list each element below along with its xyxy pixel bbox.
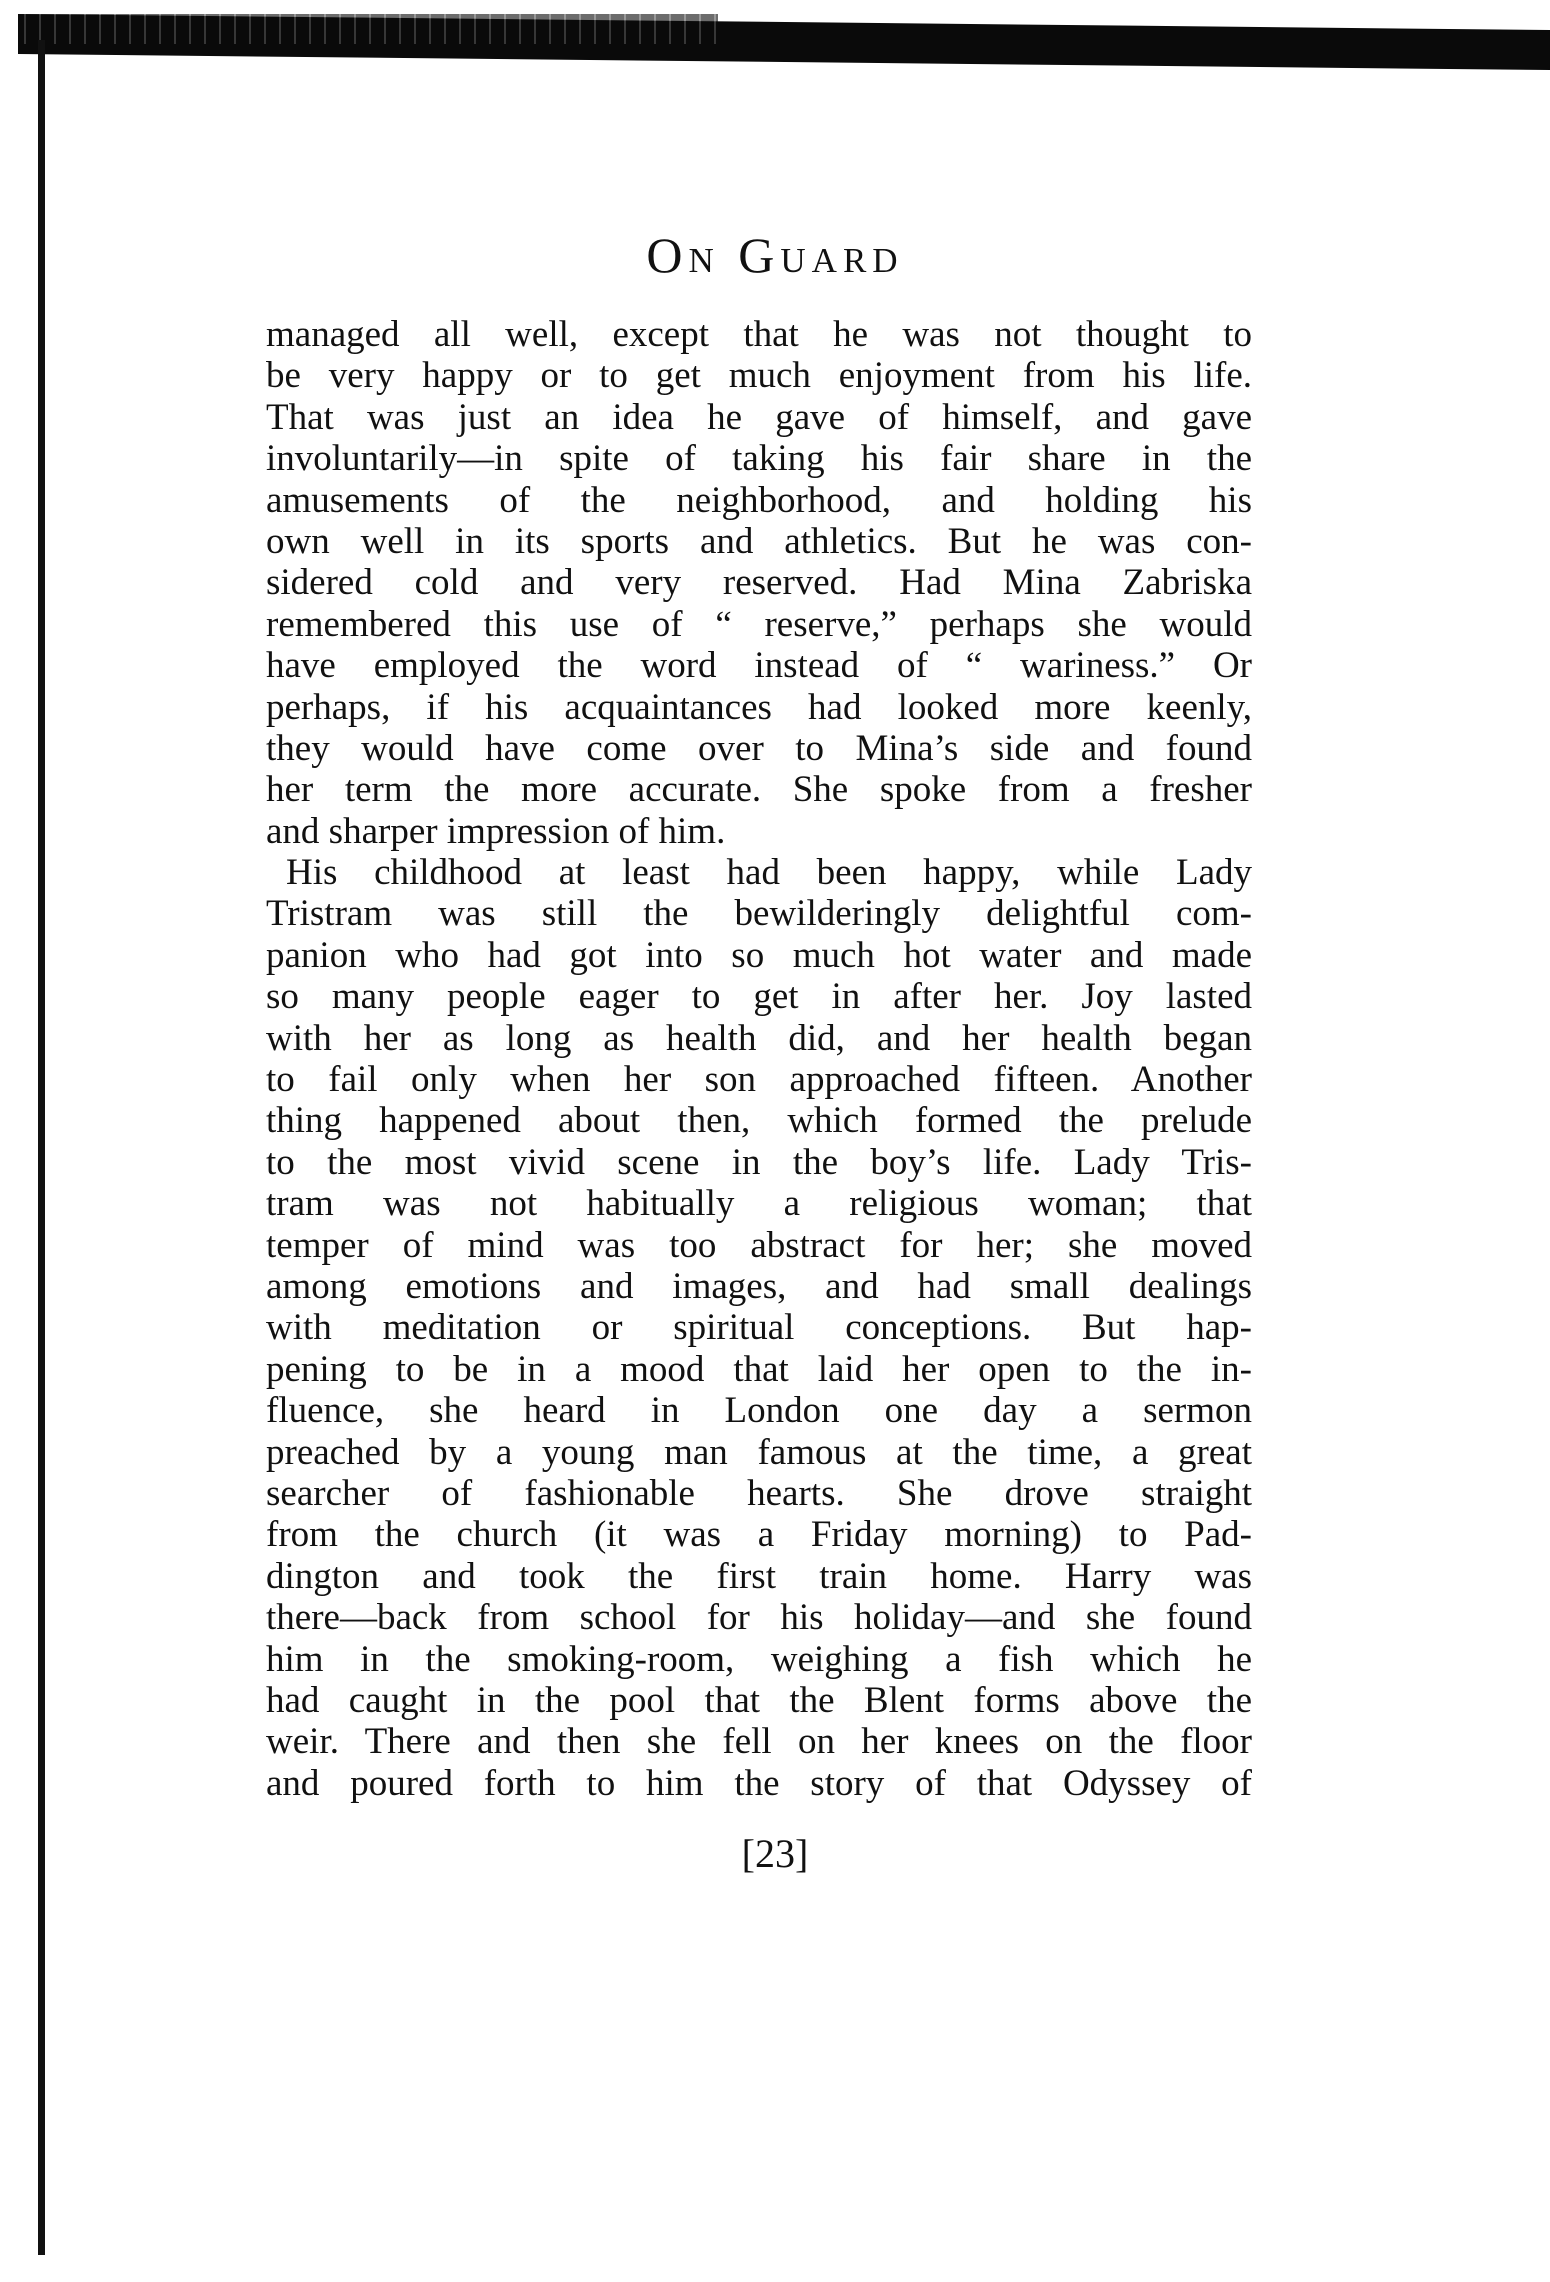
text-line: panion who had got into so much hot water and made <box>266 934 1252 976</box>
text-line: Tristram was still the bewilderingly delightful com- <box>266 893 1252 935</box>
text-line: managed all well, except that he was not thought to <box>266 314 1252 355</box>
text-line: had caught in the pool that the Blent forms above the <box>266 1679 1252 1721</box>
text-line: him in the smoking-room, weighing a fish which he <box>266 1638 1252 1680</box>
text-line: be very happy or to get much enjoyment from his life. <box>266 355 1252 397</box>
page-body-text <box>266 314 1252 1804</box>
text-line: and sharper impression of him. <box>266 810 726 852</box>
text-line: they would have come over to Mina’s side and found <box>266 727 1252 769</box>
text-line: tram was not habitually a religious woman; that <box>266 1183 1252 1225</box>
text-line: searcher of fashionable hearts. She drove straight <box>266 1472 1252 1514</box>
text-line: His childhood at least had been happy, while Lady <box>286 852 1252 894</box>
text-line: to the most vivid scene in the boy’s life. Lady Tris- <box>266 1141 1252 1183</box>
text-line: dington and took the first train home. Harry was <box>266 1555 1252 1597</box>
text-line: preached by a young man famous at the time, a great <box>266 1431 1252 1473</box>
text-line: among emotions and images, and had small dealings <box>266 1265 1252 1307</box>
text-line: her term the more accurate. She spoke from a fresher <box>266 769 1252 811</box>
text-line: That was just an idea he gave of himself, and gave <box>266 396 1252 438</box>
text-line: own well in its sports and athletics. But he was con- <box>266 520 1252 562</box>
text-line: amusements of the neighborhood, and holding his <box>266 479 1252 521</box>
page-number: [23] <box>741 1831 809 1876</box>
text-line: perhaps, if his acquaintances had looked more keenly, <box>266 686 1252 728</box>
text-line: sidered cold and very reserved. Had Mina Zabriska <box>266 562 1252 604</box>
text-line: have employed the word instead of “ wariness.” Or <box>266 645 1252 687</box>
scan-left-edge <box>38 40 45 2255</box>
text-line: weir. There and then she fell on her knees on the floor <box>266 1721 1252 1763</box>
text-line: so many people eager to get in after her. Joy lasted <box>266 976 1252 1018</box>
text-line: remembered this use of “ reserve,” perhaps she would <box>266 603 1252 645</box>
text-line: temper of mind was too abstract for her; she moved <box>266 1224 1252 1266</box>
text-line: with her as long as health did, and her health began <box>266 1017 1252 1059</box>
text-line: and poured forth to him the story of that Odyssey of <box>266 1762 1252 1804</box>
running-header-title: On Guard <box>646 227 904 283</box>
text-line: fluence, she heard in London one day a sermon <box>266 1390 1252 1432</box>
text-line: with meditation or spiritual conceptions. But hap- <box>266 1307 1252 1349</box>
text-line: thing happened about then, which formed the prelude <box>266 1100 1252 1142</box>
text-line: involuntarily—in spite of taking his fair share in the <box>266 438 1252 480</box>
scan-top-edge-noise <box>18 14 718 44</box>
text-line: from the church (it was a Friday morning) to Pad- <box>266 1514 1252 1556</box>
text-line: pening to be in a mood that laid her open to the in- <box>266 1348 1252 1390</box>
text-line: there—back from school for his holiday—and she found <box>266 1597 1252 1639</box>
text-line: to fail only when her son approached fifteen. Another <box>266 1059 1252 1101</box>
